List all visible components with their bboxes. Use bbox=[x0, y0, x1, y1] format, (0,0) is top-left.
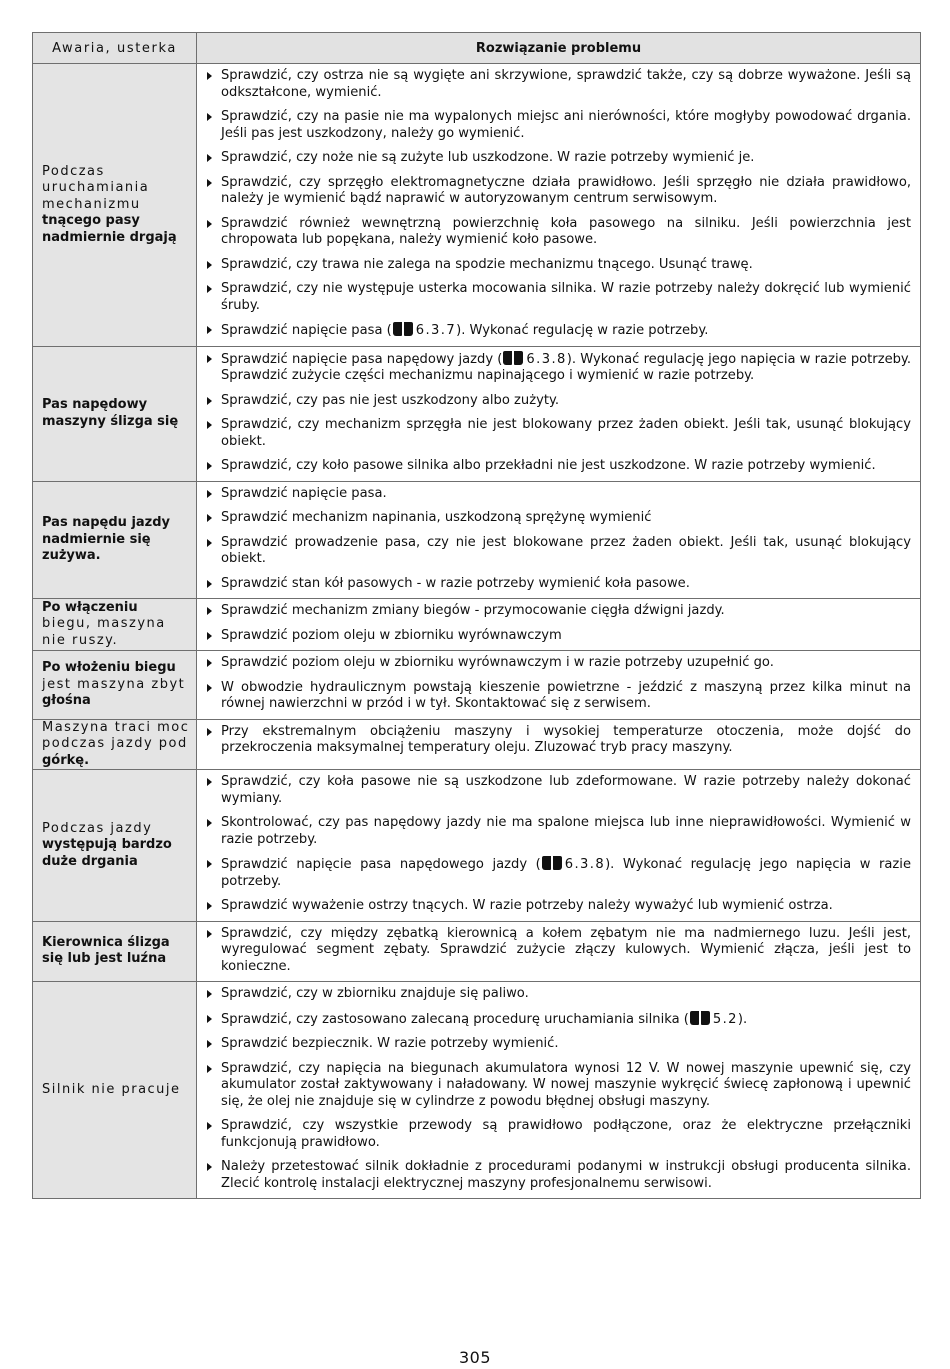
solution-list bbox=[205, 926, 911, 976]
fault-bold-text: tnącego pasy nadmiernie drgają bbox=[42, 213, 177, 245]
fault-text: Silnik nie pracuje bbox=[42, 1081, 181, 1097]
page-number: 305 bbox=[458, 1348, 492, 1367]
solution-cell bbox=[197, 346, 921, 481]
list-item bbox=[205, 417, 911, 450]
triangle-right-icon bbox=[207, 990, 212, 998]
list-item bbox=[205, 322, 911, 340]
table-row bbox=[33, 651, 921, 720]
list-item bbox=[205, 150, 911, 167]
solution-text: Sprawdzić, czy noże nie są zużyte lub uszkodzone. W razie potrzeby wymienić je. bbox=[221, 150, 755, 165]
fault-text: biegu, maszyna nie ruszy. bbox=[42, 616, 166, 648]
section-reference: 6.3.8 bbox=[564, 857, 606, 872]
fault-cell bbox=[33, 346, 197, 481]
solution-text: Skontrolować, czy pas napędowy jazdy nie ma spalone miejsca lub inne nieprawidłowości. Wymienić w razie potrzeby. bbox=[221, 815, 911, 847]
solution-list bbox=[205, 351, 911, 475]
solution-text: Sprawdzić, czy mechanizm sprzęgła nie jest blokowany przez żaden obiekt. Jeśli tak, usunąć blokujący obiekt. bbox=[221, 417, 911, 449]
solution-text: Sprawdzić, czy na pasie nie ma wypalonych miejsc ani nierówności, które mogłyby powodować drgania. Jeśli pas jest uszkodzony, należy go wymienić. bbox=[221, 109, 911, 141]
solution-text: Sprawdzić, czy w zbiorniku znajduje się paliwo. bbox=[221, 986, 529, 1001]
fault-cell bbox=[33, 982, 197, 1199]
solution-text: Sprawdzić, czy koło pasowe silnika albo przekładni nie jest uszkodzone. W razie potrzeby wymienić. bbox=[221, 458, 876, 473]
fault-cell bbox=[33, 770, 197, 922]
solution-text: Sprawdzić stan kół pasowych - w razie potrzeby wymienić koła pasowe. bbox=[221, 575, 690, 591]
solution-text: Sprawdzić, czy między zębatką kierownicą a kołem zębatym nie ma nadmiernego luzu. Jeśli jest, wyregulować segment zębaty. Sprawdzić zużycie złączy kulowych. Wymienić złącza, jeśli jest to konieczne. bbox=[221, 925, 911, 974]
list-item bbox=[205, 1159, 911, 1192]
triangle-right-icon bbox=[207, 778, 212, 786]
list-item bbox=[205, 175, 911, 208]
book-icon bbox=[393, 322, 413, 336]
triangle-right-icon bbox=[207, 397, 212, 405]
triangle-right-icon bbox=[207, 539, 212, 547]
fault-bold-text: Pas napędu jazdy nadmiernie się zużywa. bbox=[42, 515, 171, 563]
triangle-right-icon bbox=[207, 1040, 212, 1048]
table-row bbox=[33, 346, 921, 481]
solution-text: Sprawdzić napięcie pasa napędowy jazdy ( bbox=[221, 351, 503, 367]
solution-text: Sprawdzić mechanizm napinania, uszkodzoną sprężynę wymienić bbox=[221, 510, 652, 525]
header-solution: Rozwiązanie problemu bbox=[197, 33, 921, 64]
fault-text: jest maszyna zbyt bbox=[42, 676, 186, 692]
solution-cell bbox=[197, 921, 921, 982]
fault-bold-text: głośna bbox=[42, 693, 91, 708]
solution-cell bbox=[197, 64, 921, 347]
list-item bbox=[205, 109, 911, 142]
section-reference: 6.3.8 bbox=[526, 351, 567, 367]
solution-text: Sprawdzić prowadzenie pasa, czy nie jest blokowane przez żaden obiekt. Jeśli tak, usunąć blokujący obiekt. bbox=[221, 534, 911, 566]
solution-list bbox=[205, 603, 911, 644]
solution-list bbox=[205, 655, 911, 713]
triangle-right-icon bbox=[207, 632, 212, 640]
table-row bbox=[33, 599, 921, 651]
solution-text: Sprawdzić napięcie pasa ( bbox=[221, 323, 392, 338]
book-icon bbox=[503, 351, 523, 365]
fault-text: Podczas uruchamiania mechanizmu bbox=[42, 163, 150, 212]
fault-cell bbox=[33, 599, 197, 651]
solution-text: Sprawdzić napięcie pasa napędowego jazdy ( bbox=[221, 857, 541, 872]
solution-list bbox=[205, 724, 911, 757]
fault-cell bbox=[33, 719, 197, 770]
list-item bbox=[205, 926, 911, 976]
solution-list bbox=[205, 486, 911, 593]
list-item bbox=[205, 216, 911, 249]
list-item bbox=[205, 1061, 911, 1111]
triangle-right-icon bbox=[207, 902, 212, 910]
solution-text: Sprawdzić, czy ostrza nie są wygięte ani skrzywione, sprawdzić także, czy są dobrze wyważone. Jeśli są odkształcone, wymienić. bbox=[221, 68, 911, 100]
solution-text: Sprawdzić wyważenie ostrzy tnących. W razie potrzeby należy wyważyć lub wymienić ostrza. bbox=[221, 898, 833, 913]
solution-text: ). Wykonać regulację jego napięcia w razie potrzeby. bbox=[221, 857, 911, 889]
solution-text: Sprawdzić, czy pas nie jest uszkodzony albo zużyty. bbox=[221, 392, 559, 408]
triangle-right-icon bbox=[207, 220, 212, 228]
triangle-right-icon bbox=[207, 1163, 212, 1171]
triangle-right-icon bbox=[207, 1015, 212, 1023]
table-row bbox=[33, 719, 921, 770]
list-item bbox=[205, 68, 911, 101]
list-item bbox=[205, 898, 911, 915]
table-row bbox=[33, 770, 921, 922]
triangle-right-icon bbox=[207, 514, 212, 522]
solution-text: Sprawdzić, czy zastosowano zalecaną procedurę uruchamiania silnika ( bbox=[221, 1011, 689, 1027]
solution-list bbox=[205, 68, 911, 340]
solution-text: Przy ekstremalnym obciążeniu maszyny i wysokiej temperaturze otoczenia, może dojść do przekroczenia maksymalnej temperatury oleju. Zluzować tryb pracy maszyny. bbox=[221, 723, 911, 755]
list-item bbox=[205, 815, 911, 848]
list-item bbox=[205, 774, 911, 807]
solution-text: Sprawdzić, czy sprzęgło elektromagnetyczne działa prawidłowo. Jeśli sprzęgło nie działa prawidłowo, należy je wymienić bądź naprawić w autoryzowanym centrum serwisowym. bbox=[221, 174, 911, 206]
triangle-right-icon bbox=[207, 819, 212, 827]
fault-bold-text: Pas napędowy maszyny ślizga się bbox=[42, 397, 179, 429]
triangle-right-icon bbox=[207, 490, 212, 498]
triangle-right-icon bbox=[207, 684, 212, 692]
table-header-row bbox=[33, 33, 921, 64]
solution-text: Sprawdzić, czy trawa nie zalega na spodzie mechanizmu tnącego. Usunąć trawę. bbox=[221, 256, 753, 272]
triangle-right-icon bbox=[207, 728, 212, 736]
fault-cell bbox=[33, 64, 197, 347]
triangle-right-icon bbox=[207, 179, 212, 187]
solution-text: ). bbox=[737, 1011, 748, 1027]
triangle-right-icon bbox=[207, 113, 212, 121]
list-item bbox=[205, 655, 911, 672]
table-row bbox=[33, 921, 921, 982]
list-item bbox=[205, 628, 911, 645]
solution-text: Należy przetestować silnik dokładnie z procedurami podanymi w instrukcji obsługi producenta silnika. Zlecić kontrolę instalacji elektrycznej maszyny profesjonalnemu serwisowi. bbox=[221, 1159, 911, 1191]
triangle-right-icon bbox=[207, 860, 212, 868]
list-item bbox=[205, 393, 911, 410]
troubleshooting-table bbox=[32, 32, 921, 1199]
section-reference: 6.3.7 bbox=[415, 323, 457, 338]
section-reference: 5.2 bbox=[712, 1011, 738, 1027]
triangle-right-icon bbox=[207, 659, 212, 667]
solution-text: Sprawdzić bezpiecznik. W razie potrzeby wymienić. bbox=[221, 1036, 559, 1051]
list-item bbox=[205, 576, 911, 593]
list-item bbox=[205, 535, 911, 568]
solution-cell bbox=[197, 481, 921, 599]
solution-cell bbox=[197, 719, 921, 770]
triangle-right-icon bbox=[207, 1122, 212, 1130]
solution-cell bbox=[197, 599, 921, 651]
solution-text: Sprawdzić, czy nie występuje usterka mocowania silnika. W razie potrzeby należy dokręcić lub wymienić śruby. bbox=[221, 281, 911, 313]
fault-bold-text: Kierownica ślizga się lub jest luźna bbox=[42, 934, 170, 967]
solution-list bbox=[205, 774, 911, 915]
fault-cell bbox=[33, 651, 197, 720]
fault-text: Podczas jazdy bbox=[42, 820, 153, 836]
triangle-right-icon bbox=[207, 72, 212, 80]
triangle-right-icon bbox=[207, 1065, 212, 1073]
triangle-right-icon bbox=[207, 154, 212, 162]
solution-text: W obwodzie hydraulicznym powstają kieszenie powietrzne - jeździć z maszyną przez kilka minut na równej nawierzchni w przód i w tył. Skontaktować się z serwisem. bbox=[221, 679, 911, 711]
list-item bbox=[205, 257, 911, 274]
book-icon bbox=[542, 856, 562, 870]
solution-text: Sprawdzić napięcie pasa. bbox=[221, 485, 387, 501]
list-item bbox=[205, 856, 911, 890]
fault-cell bbox=[33, 921, 197, 982]
solution-text: ). Wykonać regulację w razie potrzeby. bbox=[456, 323, 709, 338]
table-row bbox=[33, 64, 921, 347]
fault-bold-text: górkę. bbox=[42, 752, 90, 768]
list-item bbox=[205, 486, 911, 503]
list-item bbox=[205, 1036, 911, 1053]
book-icon bbox=[690, 1011, 710, 1025]
fault-bold-text: Po włączeniu bbox=[42, 599, 138, 615]
solution-cell bbox=[197, 770, 921, 922]
solution-text: Sprawdzić, czy wszystkie przewody są prawidłowo podłączone, oraz że elektryczne przełączniki funkcjonują prawidłowo. bbox=[221, 1118, 911, 1150]
solution-list bbox=[205, 986, 911, 1192]
triangle-right-icon bbox=[207, 607, 212, 615]
list-item bbox=[205, 1011, 911, 1029]
triangle-right-icon bbox=[207, 462, 212, 470]
triangle-right-icon bbox=[207, 326, 212, 334]
table-row bbox=[33, 481, 921, 599]
triangle-right-icon bbox=[207, 261, 212, 269]
triangle-right-icon bbox=[207, 355, 212, 363]
list-item bbox=[205, 458, 911, 475]
list-item bbox=[205, 510, 911, 527]
solution-text: Sprawdzić, czy koła pasowe nie są uszkodzone lub zdeformowane. W razie potrzeby należy dokonać wymiany. bbox=[221, 774, 911, 806]
solution-text: Sprawdzić poziom oleju w zbiorniku wyrównawczym bbox=[221, 627, 562, 643]
solution-text: Sprawdzić mechanizm zmiany biegów - przymocowanie cięgła dźwigni jazdy. bbox=[221, 603, 725, 618]
triangle-right-icon bbox=[207, 930, 212, 938]
list-item bbox=[205, 603, 911, 620]
list-item bbox=[205, 1118, 911, 1151]
list-item bbox=[205, 724, 911, 757]
solution-text: ). Wykonać regulację jego napięcia w razie potrzeby. Sprawdzić zużycie części mechanizmu napinającego i wymienić w razie potrzeby. bbox=[221, 351, 911, 383]
solution-cell bbox=[197, 982, 921, 1199]
solution-text: Sprawdzić również wewnętrzną powierzchnię koła pasowego na silniku. Jeśli powierzchnia jest chropowata lub popękana, należy wymienić koło pasowe. bbox=[221, 215, 911, 247]
list-item bbox=[205, 281, 911, 314]
list-item bbox=[205, 986, 911, 1003]
table-row bbox=[33, 982, 921, 1199]
fault-bold-text: występują bardzo duże drgania bbox=[42, 837, 172, 869]
fault-bold-text: Po włożeniu biegu bbox=[42, 660, 176, 675]
list-item bbox=[205, 680, 911, 713]
fault-cell bbox=[33, 481, 197, 599]
solution-cell bbox=[197, 651, 921, 720]
triangle-right-icon bbox=[207, 421, 212, 429]
triangle-right-icon bbox=[207, 580, 212, 588]
triangle-right-icon bbox=[207, 285, 212, 293]
header-fault: Awaria, usterka bbox=[33, 33, 197, 64]
solution-text: Sprawdzić, czy napięcia na biegunach akumulatora wynosi 12 V. W nowej maszynie upewnić się, czy akumulator został zaktywowany i naładowany. W nowej maszynie wykręcić świecę zapłonową i upewnić się, że olej nie znajduje się w cylindrze z powodu błędnej obsługi maszyny. bbox=[221, 1060, 911, 1109]
solution-text: Sprawdzić poziom oleju w zbiorniku wyrównawczym i w razie potrzeby uzupełnić go. bbox=[221, 655, 774, 670]
fault-text: Maszyna traci moc podczas jazdy pod bbox=[42, 719, 190, 751]
list-item bbox=[205, 351, 911, 385]
table-body bbox=[33, 64, 921, 1199]
